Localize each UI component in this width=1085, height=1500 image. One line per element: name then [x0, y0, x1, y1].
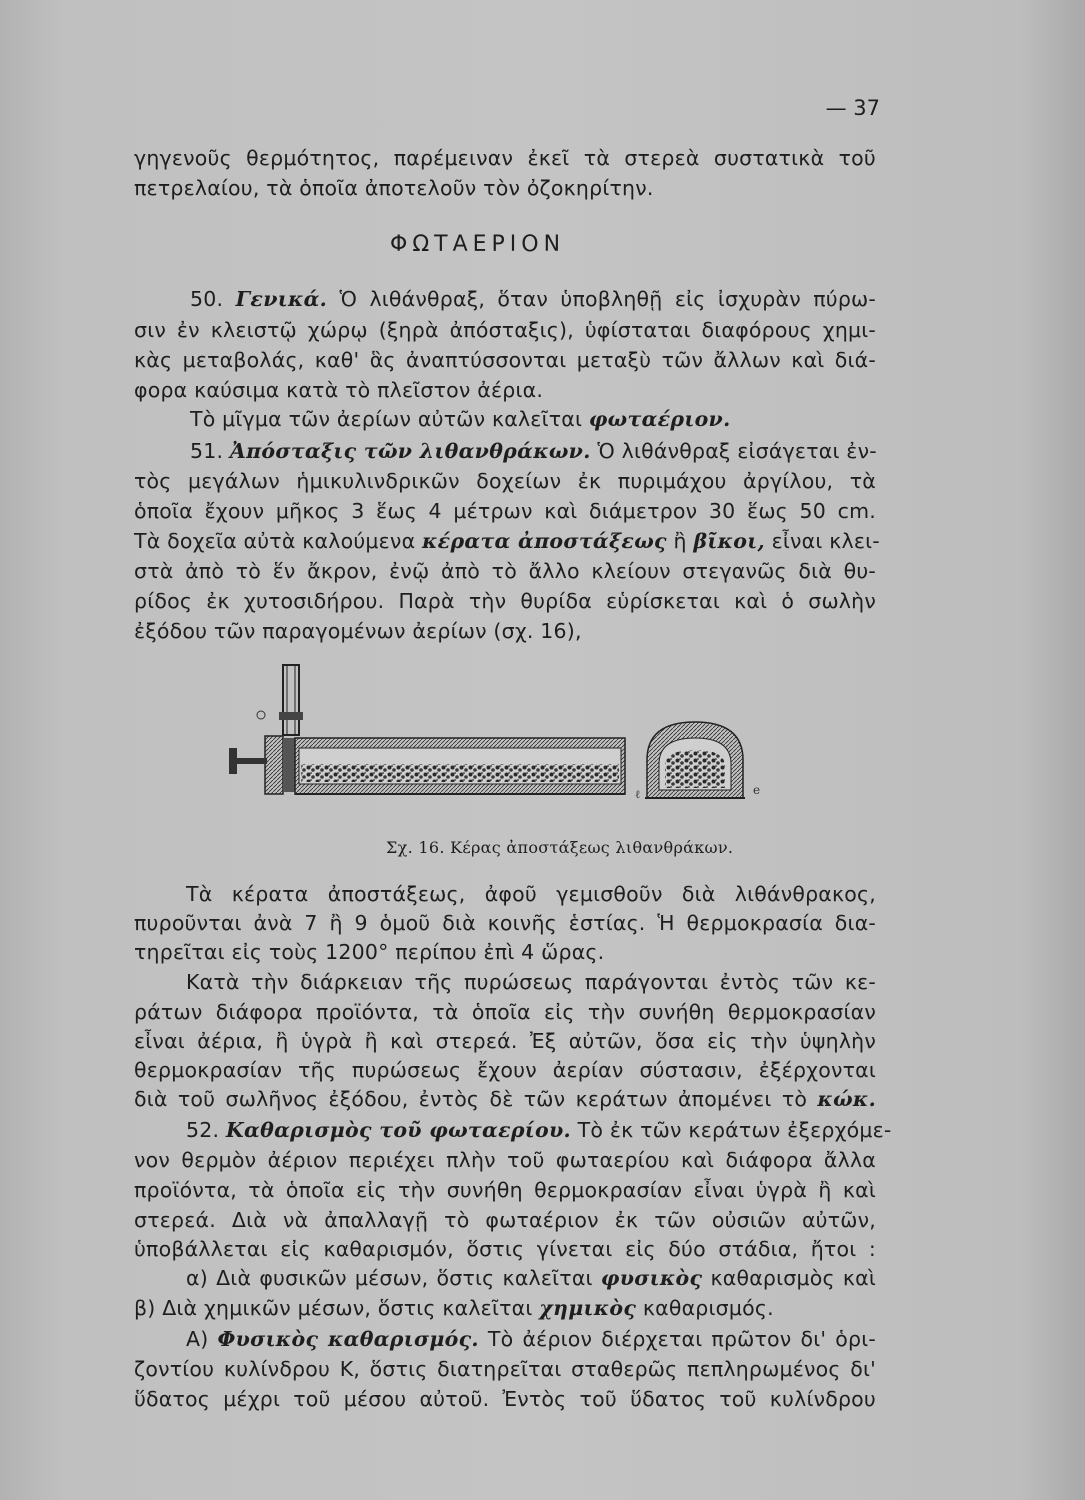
section-number: Α) [186, 1327, 209, 1351]
retort-cross-section [645, 722, 745, 798]
term-retort: κέρατα ἀποστάξεως [422, 529, 667, 553]
term-bikoi: βῖκοι, [693, 529, 765, 553]
section-title: Φυσικὸς καθαρισμός. [217, 1327, 479, 1351]
section-heading: ΦΩΤΑΕΡΙΟΝ [390, 232, 566, 257]
paragraph-50-line [190, 287, 876, 311]
text-line: πετρελαίου, τὰ ὁποῖα ἀποτελοῦν τὸν ὀζοκηρίτην. [134, 176, 654, 200]
section-title: Ἀπόσταξις τῶν λιθανθράκων. [229, 439, 591, 463]
text-line: κὰς μεταβολάς, καθ' ἃς ἀναπτύσσονται μεταξὺ τῶν ἄλλων καὶ διά- [134, 348, 876, 372]
text-line [134, 1296, 876, 1320]
iron-door [229, 736, 295, 794]
text-line [134, 529, 880, 553]
page-number: — 37 [825, 96, 880, 120]
paragraph-52-line [186, 1118, 892, 1142]
text-line: φορα καύσιμα κατὰ τὸ πλεῖστον ἀέρια. [134, 378, 544, 402]
text-line: Κατὰ τὴν διάρκειαν τῆς πυρώσεως παράγονται ἐντὸς τῶν κε- [186, 970, 876, 994]
paragraph-a-line [186, 1327, 876, 1351]
term-phosgas: φωταέριον. [588, 407, 731, 431]
text-fragment: καθαρισμός. [642, 1296, 774, 1320]
exit-pipe [257, 665, 303, 735]
text-line: ἐξόδου τῶν παραγομένων ἀερίων (σχ. 16), [134, 619, 582, 643]
section-title: Καθαρισμὸς τοῦ φωταερίου. [225, 1118, 571, 1142]
text-line: Τὰ κέρατα ἀποστάξεως, ἀφοῦ γεμισθοῦν διὰ λιθάνθρακος, [186, 882, 876, 906]
text-fragment: ἢ [673, 529, 687, 553]
text-fragment: εἶναι κλει- [771, 529, 880, 553]
text-fragment: Τὰ δοχεῖα αὐτὰ καλούμενα [134, 529, 416, 553]
text-fragment: Ὁ λιθάνθραξ εἰσάγεται ἐν- [597, 439, 877, 463]
retort-figure [225, 660, 785, 810]
text-line: στὰ ἀπὸ τὸ ἕν ἄκρον, ἐνῷ ἀπὸ τὸ ἄλλο κλείουν στεγανῶς διὰ θυ- [134, 559, 876, 583]
retort-body [295, 738, 625, 794]
text-fragment: Ὁ λιθάνθραξ, ὅταν ὑποβληθῇ εἰς ἰσχυρὰν πύρω- [339, 287, 877, 311]
text-line: τὸς μεγάλων ἡμικυλινδρικῶν δοχείων ἐκ πυριμάχου ἀργίλου, τὰ [134, 469, 876, 493]
paragraph-51-line [190, 439, 876, 463]
text-fragment: β) Διὰ χημικῶν μέσων, ὅστις καλεῖται [134, 1296, 533, 1320]
text-line: ρίδος ἐκ χυτοσιδήρου. Παρὰ τὴν θυρίδα εὑρίσκεται καὶ ὁ σωλὴν [134, 589, 876, 613]
text-fragment: Τὸ μῖγμα τῶν ἀερίων αὐτῶν καλεῖται [190, 407, 583, 431]
text-line: γηγενοῦς θερμότητος, παρέμειναν ἐκεῖ τὰ στερεὰ συστατικὰ τοῦ [134, 146, 876, 170]
text-line: ὁποῖα ἔχουν μῆκος 3 ἕως 4 μέτρων καὶ διάμετρον 30 ἕως 50 cm. [134, 499, 876, 523]
text-line: προϊόντα, τὰ ὁποῖα εἰς τὴν συνήθη θερμοκρασίαν εἶναι ὑγρὰ ἢ καὶ [134, 1178, 876, 1202]
text-fragment: Τὸ ἀέριον διέρχεται πρῶτον δι' ὁρι- [487, 1327, 876, 1351]
text-line [190, 407, 876, 431]
term-physical: φυσικὸς [600, 1266, 703, 1290]
section-number: 51. [190, 439, 224, 463]
text-line: εἶναι ἀέρια, ἢ ὑγρὰ ἢ καὶ στερεά. Ἐξ αὐτῶν, ὅσα εἰς τὴν ὑψηλὴν [134, 1029, 876, 1053]
text-line: ὑποβάλλεται εἰς καθαρισμόν, ὅστις γίνεται εἰς δύο στάδια, ἤτοι : [134, 1237, 876, 1261]
figure-caption: Σχ. 16. Κέρας ἀποστάξεως λιθανθράκων. [386, 838, 734, 857]
text-line [134, 1087, 876, 1111]
text-fragment: καθαρισμὸς καὶ [710, 1266, 876, 1290]
figure-label-e: e [753, 783, 761, 797]
term-chemical: χημικὸς [539, 1296, 637, 1320]
text-fragment: Τὸ ἐκ τῶν κεράτων ἐξερχόμε- [577, 1118, 892, 1142]
text-line: τηρεῖται εἰς τοὺς 1200° περίπου ἐπὶ 4 ὥρας. [134, 940, 605, 964]
text-fragment: διὰ τοῦ σωλῆνος ἐξόδου, ἐντὸς δὲ τῶν κεράτων ἀπομένει τὸ [134, 1087, 808, 1111]
text-fragment: α) Διὰ φυσικῶν μέσων, ὅστις καλεῖται [186, 1266, 593, 1290]
text-line: πυροῦνται ἀνὰ 7 ἢ 9 ὁμοῦ διὰ κοινῆς ἑστίας. Ἡ θερμοκρασία δια- [134, 911, 876, 935]
text-line: ὕδατος μέχρι τοῦ μέσου αὐτοῦ. Ἐντὸς τοῦ ὕδατος τοῦ κυλίνδρου [134, 1387, 876, 1411]
text-line [186, 1266, 876, 1290]
section-number: 52. [186, 1118, 220, 1142]
text-line: ζοντίου κυλίνδρου Κ, ὅστις διατηρεῖται σταθερῶς πεπληρωμένος δι' [134, 1357, 876, 1381]
text-line: σιν ἐν κλειστῷ χώρῳ (ξηρὰ ἀπόσταξις), ὑφίσταται διαφόρους χημι- [134, 318, 876, 342]
text-line: θερμοκρασίαν τῆς πυρώσεως ἔχουν ἀερίαν σύστασιν, ἐξέρχονται [134, 1058, 876, 1082]
text-line: στερεά. Διὰ νὰ ἀπαλλαγῇ τὸ φωταέριον ἐκ τῶν οὐσιῶν αὐτῶν, [134, 1208, 876, 1232]
figure-label-l: ℓ [635, 788, 641, 801]
term-coke: κώκ. [817, 1087, 877, 1111]
section-number: 50. [190, 287, 224, 311]
section-title: Γενικά. [235, 287, 328, 311]
text-line: νον θερμὸν ἀέριον περιέχει πλὴν τοῦ φωταερίου καὶ διάφορα ἄλλα [134, 1148, 876, 1172]
text-line: ράτων διάφορα προϊόντα, τὰ ὁποῖα εἰς τὴν συνήθη θερμοκρασίαν [134, 1000, 876, 1024]
